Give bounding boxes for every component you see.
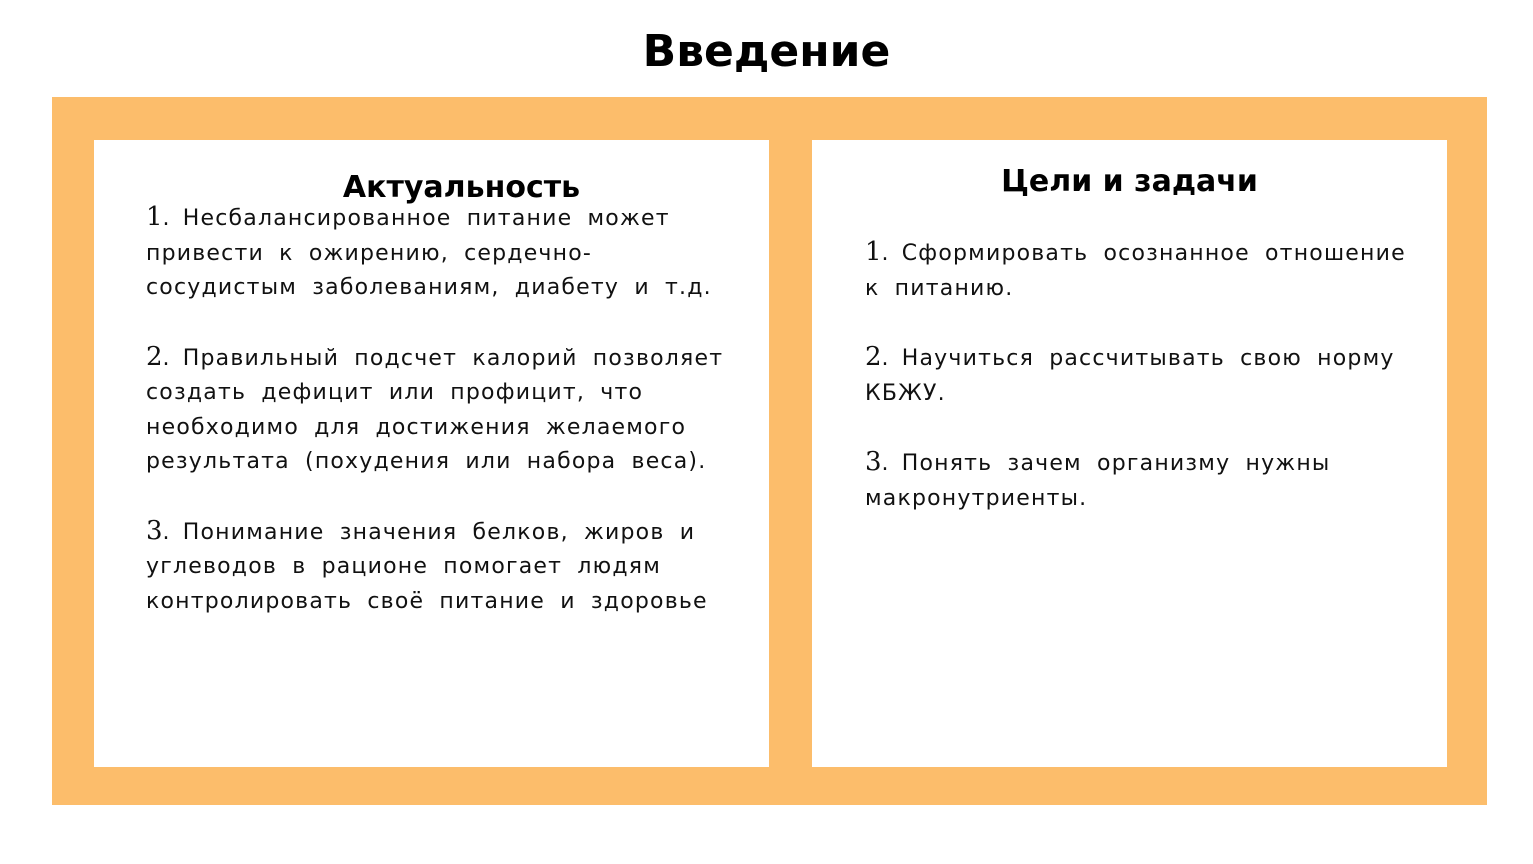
orange-frame [52,97,1487,805]
list-item-number: 3 [146,515,163,546]
relevance-card [94,140,769,767]
list-item-number: 2 [865,342,882,372]
list-item-text: Несбалансированное питание может привести к ожирению, сердечно-сосудистым заболеваниям, диабету и т.д. [146,206,712,300]
goals-list [865,235,1425,516]
goals-card [812,140,1447,767]
goals-heading: Цели и задачи [1001,164,1258,199]
relevance-heading: Актуальность [342,170,581,205]
list-item: 3. Понимание значения белков, жиров и углеводов в рационе помогает людям контролировать своё питание и здоровье [146,515,708,614]
list-item-text: Понять зачем организму нужны макронутриенты. [865,451,1331,511]
slide-title: Введение [642,26,891,77]
list-item: 2. Научиться рассчитывать свою норму КБЖУ. [865,342,1395,406]
list-item-text: Сформировать осознанное отношение к питанию. [865,241,1406,301]
relevance-list [146,200,736,619]
list-item: 1. Несбалансированное питание может привести к ожирению, сердечно-сосудистым заболеваниям, диабету и т.д. [146,202,712,300]
list-item-number: 1 [146,202,163,232]
list-item-number: 2 [146,341,163,372]
list-item: 2. Правильный подсчет калорий позволяет создать дефицит или профицит, что необходимо для достижения желаемого результата (похудения или набора веса). [146,341,724,474]
list-item-number: 1 [865,237,882,267]
list-item-text: Понимание значения белков, жиров и углеводов в рационе помогает людям контролировать своё питание и здоровье [146,519,708,614]
list-item-text: Правильный подсчет калорий позволяет создать дефицит или профицит, что необходимо для достижения желаемого результата (похудения или набора веса). [146,345,724,474]
list-item-text: Научиться рассчитывать свою норму КБЖУ. [865,346,1395,406]
list-item: 3. Понять зачем организму нужны макронутриенты. [865,447,1331,511]
list-item: 1. Сформировать осознанное отношение к питанию. [865,237,1406,301]
list-item-number: 3 [865,447,882,477]
